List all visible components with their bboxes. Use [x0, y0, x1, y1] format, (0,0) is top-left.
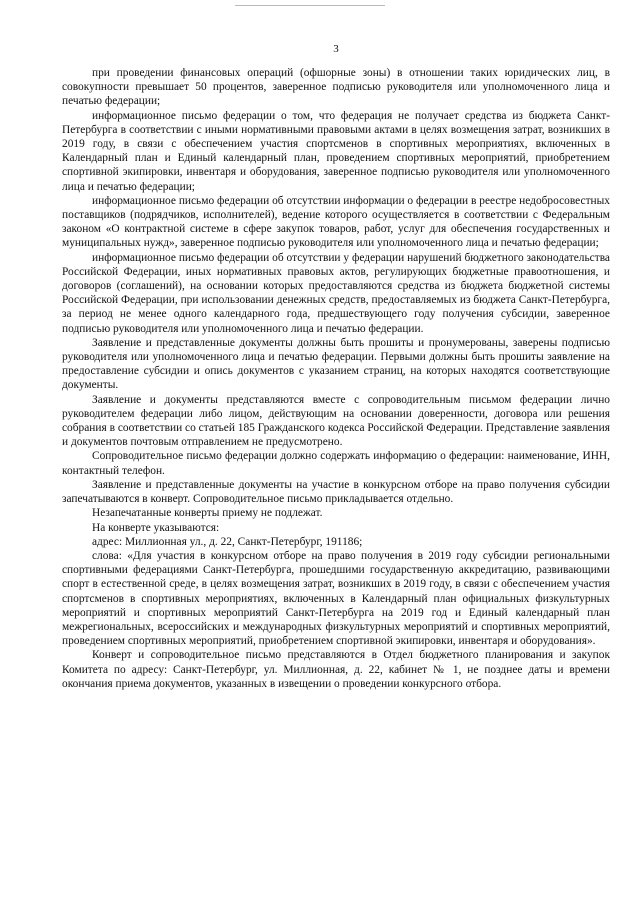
paragraph-delivery-location: Конверт и сопроводительное письмо представляются в Отдел бюджетного планирования и закупок Комитета по адресу: Санкт-Петербург, ул. Миллионная, д. 22, кабинет № 1, не позднее даты и времени окончания приема документов, указанных в извещении о проведении конкурсного отбора.: [62, 649, 610, 690]
paragraph-envelope-heading: На конверте указываются:: [92, 521, 220, 534]
paragraph-unsealed-not-accepted: Незапечатанные конверты приему не подлежат.: [92, 507, 323, 520]
paragraph-cover-letter-contents: Сопроводительное письмо федерации должно содержать информацию о федерации: наименование, ИНН, контактный телефон.: [62, 450, 610, 477]
scan-top-rule: [235, 5, 385, 6]
paragraph-offshore: при проведении финансовых операций (офшорные зоны) в отношении таких юридических лиц, в совокупности превышает 50 процентов, заверенное подписью руководителя или уполномоченного лица и печатью федерации;: [62, 67, 610, 108]
document-body: [62, 66, 610, 691]
paragraph-submission-method: Заявление и документы представляются вместе с сопроводительным письмом федерации лично руководителем федерации либо лицом, действующим на основании доверенности, договора или решения собрания в соответствии со статьей 185 Гражданского кодекса Российской Федерации. Представление заявления и документов почтовым отправлением не предусмотрено.: [62, 393, 610, 449]
paragraph-no-budget-funds-letter: информационное письмо федерации о том, что федерация не получает средства из бюджета Санкт-Петербурга в соответствии с иными нормативными правовыми актами в целях возмещения затрат, возникших в 2019 году, в связи с обеспечением участия спортсменов в спортивных мероприятиях, включенных в Календарный план и Единый календарный план, проведением спортивных мероприятий, приобретением спортивной экипировки, инвентаря и оборудования, заверенное подписью руководителя или уполномоченного лица и печатью федерации;: [62, 109, 610, 193]
paragraph-unfair-suppliers-letter: информационное письмо федерации об отсутствии информации о федерации в реестре недобросовестных поставщиков (подрядчиков, исполнителей), ведение которого осуществляется в соответствии с Федеральным законом «О контрактной системе в сфере закупок товаров, работ, услуг для обеспечения государственных и муниципальных нужд», заверенное подписью руководителя или уполномоченного лица и печатью федерации;: [62, 194, 610, 250]
page-number: 3: [333, 43, 339, 55]
paragraph-envelope-words: слова: «Для участия в конкурсном отборе на право получения в 2019 году субсидии региональными спортивными федерациями Санкт-Петербурга, прошедшими государственную аккредитацию, развивающими спорт в естественной среде, в целях возмещения затрат, возникших в 2019 году, в связи с обеспечением участия спортсменов в спортивных мероприятиях, включенных в Календарный план официальных физкультурных мероприятий и спортивных мероприятий Санкт-Петербурга на 2019 год и Единый календарный план межрегиональных, всероссийских и международных физкультурных мероприятий и спортивных мероприятий, проведением спортивных мероприятий, приобретением спортивной экипировки, инвентаря и оборудования».: [62, 549, 610, 648]
paragraph-binding-documents: Заявление и представленные документы должны быть прошиты и пронумерованы, заверены подписью руководителя или уполномоченного лица и печатью федерации. Первыми должны быть прошиты заявление на предоставление субсидии и опись документов с указанием страниц, на которых находятся соответствующие документы.: [62, 336, 610, 392]
paragraph-envelope-address: адрес: Миллионная ул., д. 22, Санкт-Петербург, 191186;: [92, 535, 363, 548]
paragraph-envelope-sealing: Заявление и представленные документы на участие в конкурсном отборе на право получения субсидии запечатываются в конверт. Сопроводительное письмо прикладывается отдельно.: [62, 478, 610, 506]
paragraph-budget-violations-letter: информационное письмо федерации об отсутствии у федерации нарушений бюджетного законодательства Российской Федерации, иных нормативных правовых актов, регулирующих бюджетные правоотношения, и договоров (соглашений), на основании которых предоставляются средства из бюджета бюджетной системы Российской Федерации, при использовании денежных средств, предоставляемых из бюджета Санкт-Петербурга, за период не менее одного календарного года, предшествующего году получения субсидии, заверенное подписью руководителя или уполномоченного лица и печатью федерации.: [62, 251, 610, 335]
